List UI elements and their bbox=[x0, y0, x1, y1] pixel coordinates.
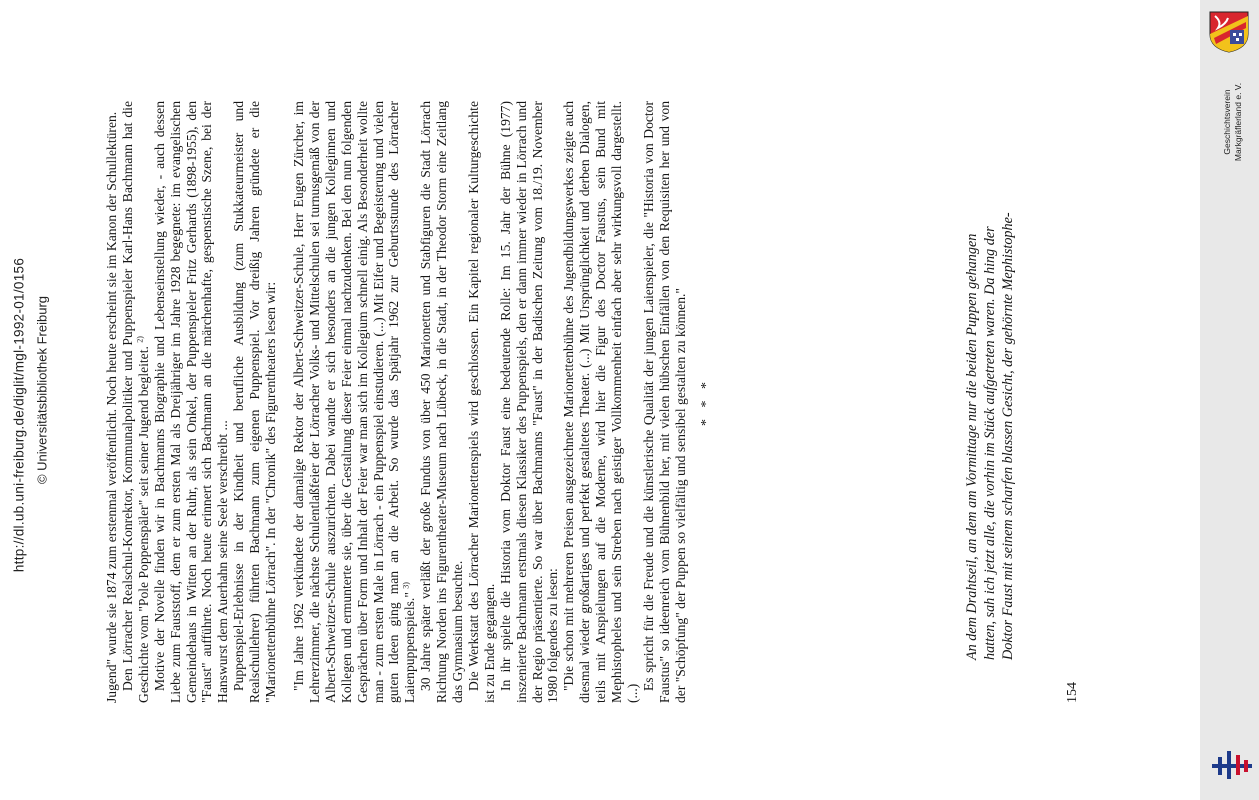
paragraph bbox=[561, 101, 641, 703]
footnote-marker: 2) bbox=[135, 336, 145, 343]
paragraph bbox=[641, 101, 689, 703]
paragraph bbox=[466, 101, 498, 703]
coat-of-arms-icon bbox=[1206, 8, 1252, 54]
verse-line: hatten, sah ich jetzt alle, die vorhin im Stück aufgetreten waren. Da hing der bbox=[982, 226, 998, 660]
paragraph bbox=[152, 101, 232, 703]
paragraph-text: In ihr spielte die Historia vom Doktor Faust eine bedeutende Rolle: Im 15. Jahr der Bühne (1977) inszenierte Bachmann erstmals diesen Klassiker des Puppenspiels, den er dann immer wieder in Lörrach und der Regio präsentierte. So war über Bachmanns "Faust" in der Badischen Zeitung vom 18./19. November 1980 folgendes zu lesen: bbox=[497, 101, 561, 703]
paragraph-text: Es spricht für die Freude und die künstlerische Qualität der jungen Laienspieler, die "Historia von Doctor Faustus" so ideenreich vom Bühnenbild her, mit vielen hübschen Einfällen von den Requisiten her und von der "Schöpfung" der Puppen so vielfältig und sensibel gestalten zu können." bbox=[640, 101, 688, 703]
ub-freiburg-logo-icon[interactable] bbox=[1210, 745, 1254, 785]
verse-quote bbox=[963, 120, 1017, 660]
paragraph bbox=[498, 101, 562, 703]
paragraph-text: Jugend" wurde sie 1874 zum erstenmal veröffentlicht. Noch heute erscheint sie im Kanon der Schullektüren. bbox=[104, 111, 119, 703]
page-number: 154 bbox=[1065, 682, 1080, 703]
paragraph bbox=[120, 101, 152, 703]
body-text bbox=[104, 101, 719, 703]
paragraph-text: Puppenspiel-Erlebnisse in der Kindheit und berufliche Ausbildung (zum Stukkateurmeister und Realschullehrer) führten Bachmann zum eigenen Puppenspiel. Vor dreißig Jahren gründete er die "Marionettenbühne Lörrach". In der "Chronik" des Figurentheaters lesen wir: bbox=[231, 101, 279, 703]
paragraph bbox=[231, 101, 279, 703]
paragraph-text: "Im Jahre 1962 verkündete der damalige Rektor der Albert-Schweitzer-Schule, Herr Eugen Zürcher, im Lehrerzimmer, die nächste Schulentlaßfeier der Lörracher Volks- und Mittelschulen sei turnusgemäß von der Albert-Schweitzer-Schule auszurichten. Dabei wandte er sich besonders an die jungen Kolleginnen und Kollegen und ermunterte sie, über die Gestaltung dieser Feier einmal nachzudenken. Bei den nun folgenden Gesprächen über Form und Inhalt der Feier war man sich im Kollegium schnell einig. Als Besonderheit wollte man - zum ersten Male in Lörrach - ein Puppenspiel einstudieren. (...) Mit Eifer und Begeisterung und vielen guten Ideen ging man an die Arbeit. So wurde das Spätjahr 1962 zur Geburtsstunde des Lörracher Laienpuppenspiels." bbox=[290, 101, 418, 703]
verse-line: An dem Drahtseil, an dem am Vormittage nur die beiden Puppen gehangen bbox=[964, 233, 980, 660]
paragraph bbox=[104, 101, 120, 703]
document-url-link[interactable]: http://dl.ub.uni-freiburg.de/diglit/mgl-1992-01/0156 bbox=[11, 257, 27, 573]
paragraph bbox=[291, 101, 418, 703]
paragraph-text: 30 Jahre später verläßt der große Fundus von über 450 Marionetten und Stabfiguren die Stadt Lörrach Richtung Norden ins Figurentheater-Museum nach Lübeck, in die Stadt, in der Theodor Storm eine Zeitlang das Gymnasium besuchte. bbox=[418, 101, 466, 703]
paragraph-text: Den Lörracher Realschul-Konrektor, Kommunalpolitiker und Puppenspieler Karl-Hans Bachmann hat die Geschichte vom "Pole Poppenspäler" seit seiner Jugend begleitet. bbox=[119, 101, 151, 703]
paragraph-text: "Die schon mit mehreren Preisen ausgezeichnete Marionettenbühne des Jugendbildungswerkes zeigte auch diesmal wieder großartiges und perfekt gestaltetes Theater. (...) Mit Ursprünglichkeit und derben Dialogen, teils mit Anspielungen auf die Moderne, wird hier die Figur des Doctor Faustus, sein Bund mit Mephistopheles und sein Streben nach geistiger Vollkommenheit einfach aber sehr wirkungsvoll dargestellt. (...) bbox=[561, 101, 640, 703]
copyright-notice: © Universitätsbibliothek Freiburg bbox=[34, 295, 50, 485]
paragraph-text: Die Werkstatt des Lörracher Marionettenspiels wird geschlossen. Ein Kapitel regionaler Kulturgeschichte ist zu Ende gegangen. bbox=[465, 101, 497, 703]
paragraph bbox=[418, 101, 466, 703]
footnote-marker: 3) bbox=[401, 582, 411, 589]
paragraph-text: Motive der Novelle finden wir in Bachmanns Biographie und Lebenseinstellung wieder, - auch dessen Liebe zum Fauststoff, dem er zum ersten Mal als Dreijähriger im Jahre 1928 begegnete: im evangelischen Gemeindehaus in Witten an der Ruhr, als sein Onkel, der Puppenspieler Fritz Gerhards (1898-1955), den "Faust" aufführte. Noch heute erinnert sich Bachmann an die märchenhafte, gespenstische Szene, bei der Hanswurst dem Auerhahn seine Seele verschreibt ... bbox=[151, 101, 231, 703]
section-separator: * * * bbox=[698, 378, 714, 426]
verse-line: Doktor Faust mit seinem scharfen blassen Gesicht, der gehörnte Mephistophe- bbox=[1000, 212, 1016, 660]
